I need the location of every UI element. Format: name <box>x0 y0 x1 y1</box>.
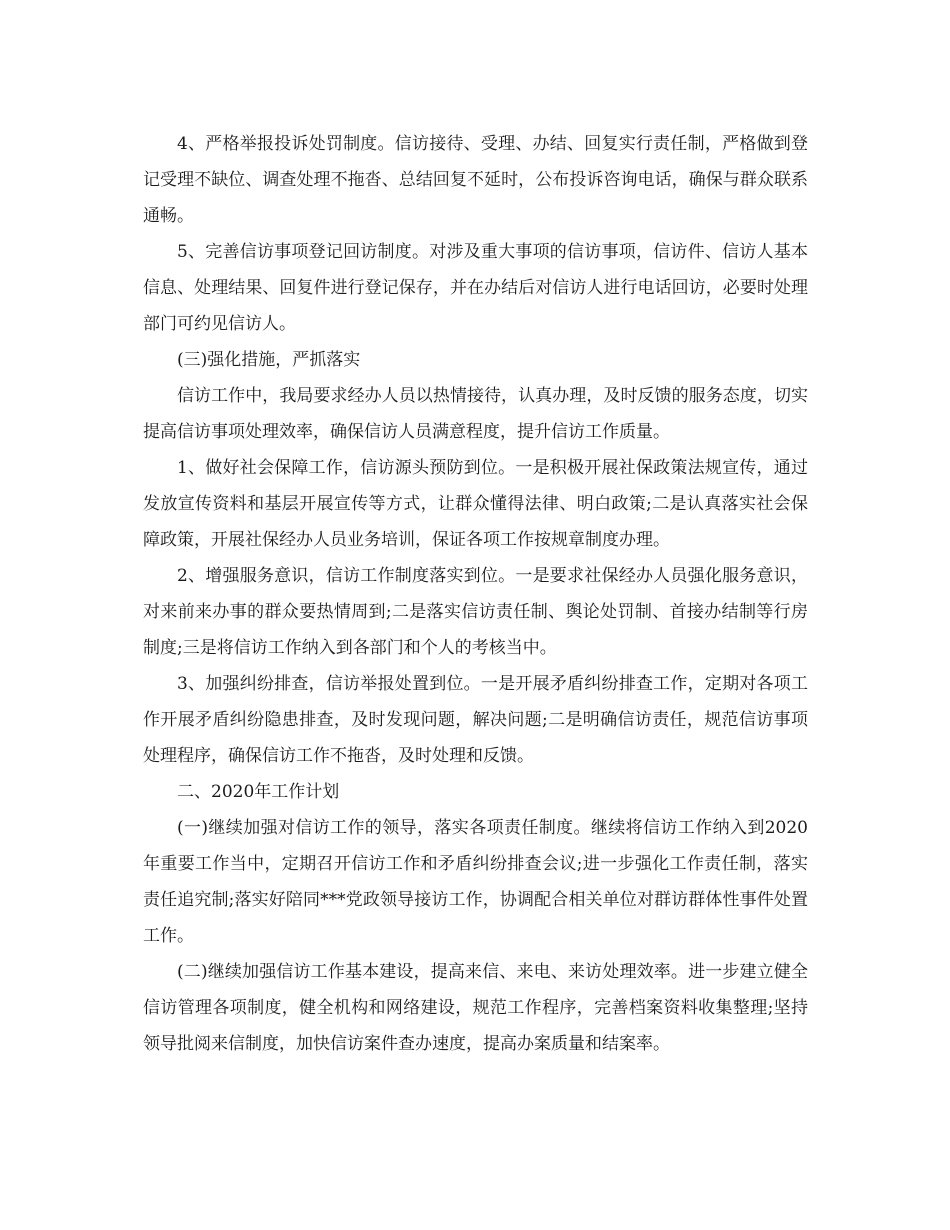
paragraph-plan-leadership: (一)继续加强对信访工作的领导，落实各项责任制度。继续将信访工作纳入到2020年重要工作当中，定期召开信访工作和矛盾纠纷排查会议;进一步强化工作责任制，落实责任追究制;落实好陪同***党政领导接访工作，协调配合相关单位对群访群体性事件处置工作。 <box>143 818 808 946</box>
document-body <box>143 126 808 1062</box>
paragraph-plan-infrastructure: (二)继续加强信访工作基本建设，提高来信、来电、来访处理效率。进一步建立健全信访管理各项制度，健全机构和网络建设，规范工作程序，完善档案资料收集整理;坚持领导批阅来信制度，加快信访案件查办速度，提高办案质量和结案率。 <box>143 962 808 1054</box>
paragraph-service-attitude: 信访工作中，我局要求经办人员以热情接待，认真办理，及时反馈的服务态度，切实提高信访事项处理效率，确保信访人员满意程度，提升信访工作质量。 <box>143 386 808 442</box>
section-heading-measures: (三)强化措施，严抓落实 <box>177 350 361 370</box>
section-heading-plan-2020: 二、2020年工作计划 <box>177 782 340 802</box>
paragraph-social-security: 1、做好社会保障工作，信访源头预防到位。一是积极开展社保政策法规宣传，通过发放宣传资料和基层开展宣传等方式，让群众懂得法律、明白政策;二是认真落实社会保障政策，开展社保经办人员业务培训，保证各项工作按规章制度办理。 <box>143 458 808 550</box>
paragraph-complaint-penalty: 4、严格举报投诉处罚制度。信访接待、受理、办结、回复实行责任制，严格做到登记受理不缺位、调查处理不拖沓、总结回复不延时，公布投诉咨询电话，确保与群众联系通畅。 <box>143 134 808 226</box>
paragraph-service-awareness: 2、增强服务意识，信访工作制度落实到位。一是要求社保经办人员强化服务意识，对来前来办事的群众要热情周到;二是落实信访责任制、舆论处罚制、首接办结制等行房制度;三是将信访工作纳入到各部门和个人的考核当中。 <box>143 566 808 658</box>
paragraph-registration-followup: 5、完善信访事项登记回访制度。对涉及重大事项的信访事项，信访件、信访人基本信息、处理结果、回复件进行登记保存，并在办结后对信访人进行电话回访，必要时处理部门可约见信访人。 <box>143 242 808 334</box>
paragraph-dispute-screening: 3、加强纠纷排查，信访举报处置到位。一是开展矛盾纠纷排查工作，定期对各项工作开展矛盾纠纷隐患排查，及时发现问题，解决问题;二是明确信访责任，规范信访事项处理程序，确保信访工作不拖沓，及时处理和反馈。 <box>143 674 808 766</box>
